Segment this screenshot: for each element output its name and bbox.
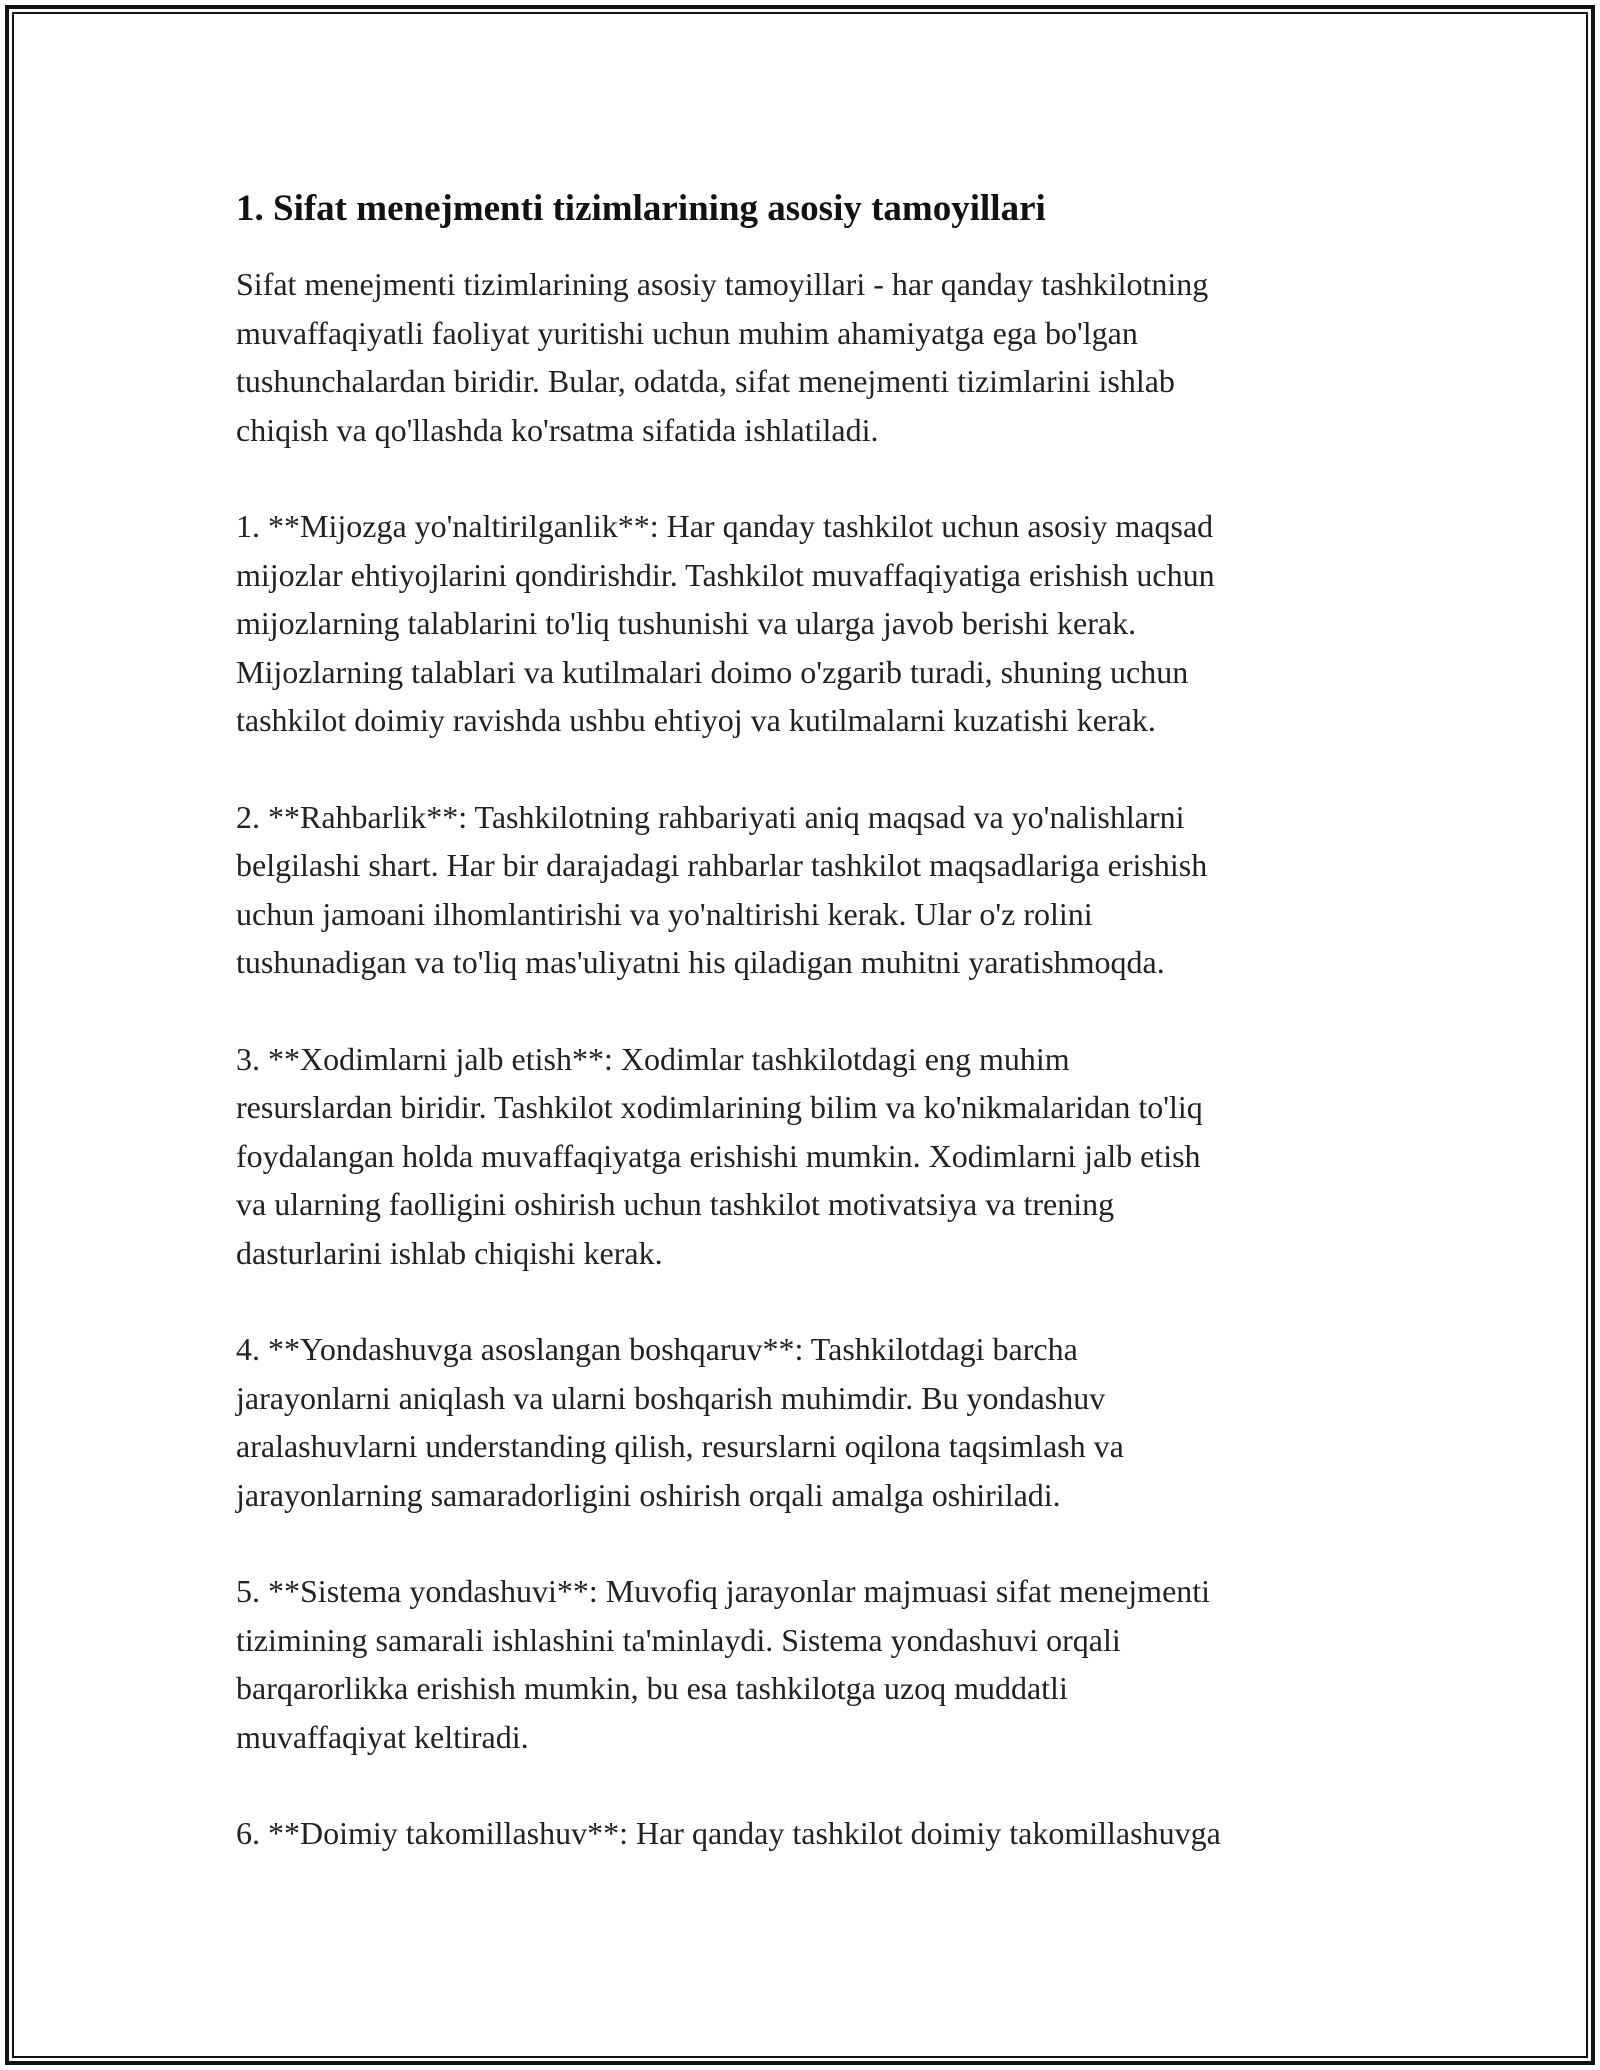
paragraph-line: Sifat menejmenti tizimlarining asosiy tamoyillari - har qanday tashkilotning xyxy=(236,266,1209,302)
paragraph-line: tizimining samarali ishlashini ta'minlaydi. Sistema yondashuvi orqali xyxy=(236,1621,1121,1658)
paragraph-line: jarayonlarni aniqlash va ularni boshqarish muhimdir. Bu yondashuv xyxy=(236,1379,1106,1416)
paragraph-line: 3. **Xodimlarni jalb etish**: Xodimlar tashkilotdagi eng muhim xyxy=(236,1040,1070,1077)
paragraph xyxy=(236,260,1386,454)
paragraph-line: 2. **Rahbarlik**: Tashkilotning rahbariyati aniq maqsad va yo'nalishlarni xyxy=(236,798,1185,835)
paragraph-line: uchun jamoani ilhomlantirishi va yo'naltirishi kerak. Ular o'z rolini xyxy=(236,895,1093,932)
paragraph-line: aralashuvlarni understanding qilish, resurslarni oqilona taqsimlash va xyxy=(236,1428,1124,1464)
paragraph-line: foydalangan holda muvaffaqiyatga erishishi mumkin. Xodimlarni jalb etish xyxy=(236,1137,1201,1174)
paragraph-line: muvaffaqiyatli faoliyat yuritishi uchun muhim ahamiyatga ega bo'lgan xyxy=(236,314,1138,351)
paragraph-line: 6. **Doimiy takomillashuv**: Har qanday tashkilot doimiy takomillashuvga xyxy=(236,1815,1221,1851)
paragraph-list xyxy=(236,260,1386,1858)
paragraph xyxy=(236,1325,1386,1519)
paragraph-line: resurslardan biridir. Tashkilot xodimlarining bilim va ko'nikmalaridan to'liq xyxy=(236,1089,1203,1125)
paragraph-line: chiqish va qo'llashda ko'rsatma sifatida ishlatiladi. xyxy=(236,411,879,448)
paragraph xyxy=(236,1567,1386,1761)
paragraph-line: tushunadigan va to'liq mas'uliyatni his qiladigan muhitni yaratishmoqda. xyxy=(236,944,1165,980)
paragraph-line: mijozlarning talablarini to'liq tushunishi va ularga javob berishi kerak. xyxy=(236,605,1137,641)
document-title: 1. Sifat menejmenti tizimlarining asosiy tamoyillari xyxy=(236,188,1046,229)
paragraph-line: 4. **Yondashuvga asoslangan boshqaruv**: Tashkilotdagi barcha xyxy=(236,1331,1078,1367)
paragraph xyxy=(236,1809,1386,1858)
paragraph-line: jarayonlarning samaradorligini oshirish orqali amalga oshiriladi. xyxy=(236,1476,1061,1513)
paragraph-line: tushunchalardan biridir. Bular, odatda, sifat menejmenti tizimlarini ishlab xyxy=(236,363,1175,399)
paragraph-line: belgilashi shart. Har bir darajadagi rahbarlar tashkilot maqsadlariga erishish xyxy=(236,847,1208,883)
paragraph xyxy=(236,793,1386,987)
paragraph xyxy=(236,1035,1386,1278)
paragraph-line: va ularning faolligini oshirish uchun tashkilot motivatsiya va trening xyxy=(236,1186,1115,1222)
paragraph-line: tashkilot doimiy ravishda ushbu ehtiyoj va kutilmalarni kuzatishi kerak. xyxy=(236,702,1156,738)
paragraph-line: muvaffaqiyat keltiradi. xyxy=(236,1718,529,1755)
paragraph-line: Mijozlarning talablari va kutilmalari doimo o'zgarib turadi, shuning uchun xyxy=(236,653,1189,690)
paragraph xyxy=(236,502,1386,745)
paragraph-line: barqarorlikka erishish mumkin, bu esa tashkilotga uzoq muddatli xyxy=(236,1670,1068,1706)
document-body xyxy=(236,185,1386,1858)
paragraph-line: dasturlarini ishlab chiqishi kerak. xyxy=(236,1234,663,1271)
paragraph-line: mijozlar ehtiyojlarini qondirishdir. Tashkilot muvaffaqiyatiga erishish uchun xyxy=(236,556,1215,593)
paragraph-line: 1. **Mijozga yo'naltirilganlik**: Har qanday tashkilot uchun asosiy maqsad xyxy=(236,508,1214,544)
paragraph-line: 5. **Sistema yondashuvi**: Muvofiq jarayonlar majmuasi sifat menejmenti xyxy=(236,1573,1211,1609)
